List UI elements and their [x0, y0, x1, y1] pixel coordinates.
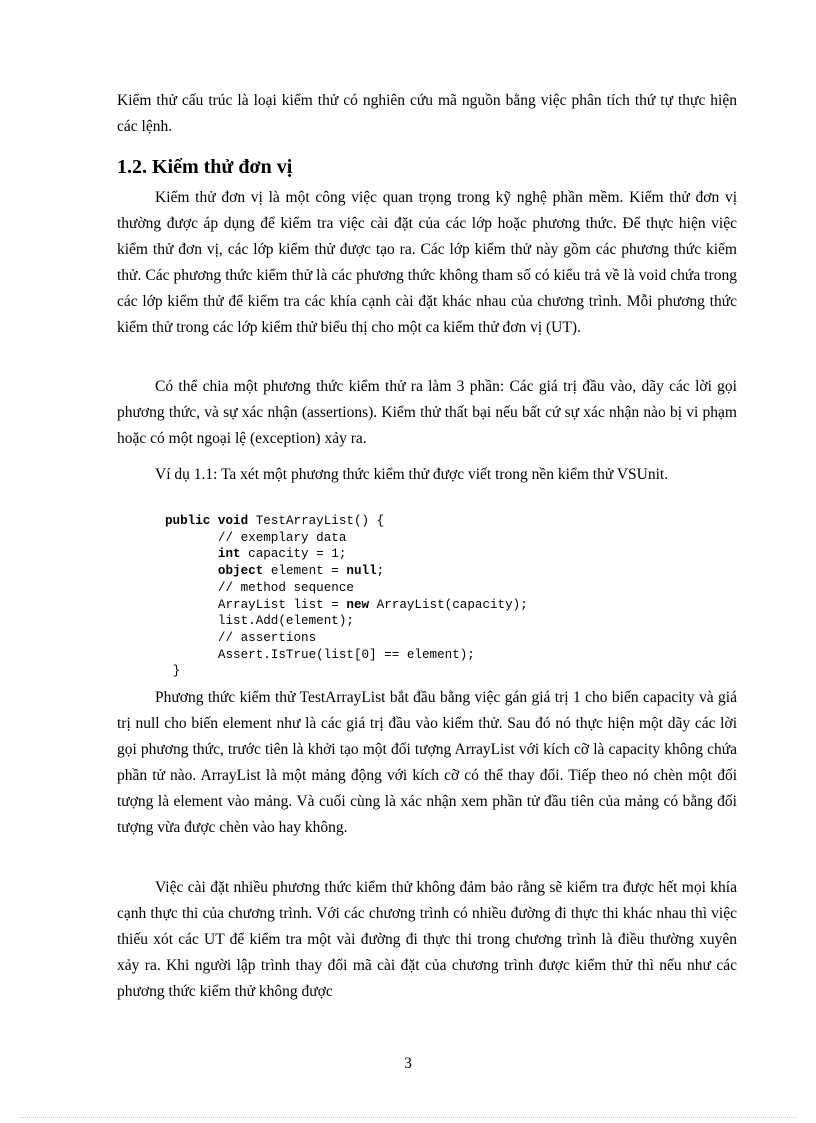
code-comment: // assertions	[217, 630, 317, 645]
paragraph-unit-testing: Kiểm thử đơn vị là một công việc quan trọng trong kỹ nghệ phần mềm. Kiểm thử đơn vị thường được áp dụng để kiểm tra việc cài đặt của các lớp hoặc phương thức. Để thực hiện việc kiểm thử đơn vị, các lớp kiểm thử được tạo ra. Các lớp kiểm thử này gồm các phương thức kiểm thử. Các phương thức kiểm thử là các phương thức không tham số có kiểu trả về là void chứa trong các lớp kiểm thử để kiểm tra các khía cạnh cài đặt khác nhau của chương trình. Mỗi phương thức kiểm thử trong các lớp kiểm thử biểu thị cho một ca kiểm thử đơn vị (UT).	[117, 189, 737, 336]
code-block	[165, 513, 528, 680]
paragraph-intro: Kiểm thử cấu trúc là loại kiểm thử có nghiên cứu mã nguồn bằng việc phân tích thứ tự thực hiện các lệnh.	[117, 92, 737, 135]
code-text: Assert.IsTrue(list[0] == element);	[217, 647, 475, 662]
code-text: ArrayList(capacity);	[376, 597, 528, 612]
code-comment: // method sequence	[217, 580, 354, 595]
paragraph-three-parts: Có thể chia một phương thức kiểm thử ra làm 3 phần: Các giá trị đầu vào, dãy các lời gọi phương thức, và sự xác nhận (assertions). Kiểm thử thất bại nếu bất cứ sự xác nhận nào bị vi phạm hoặc có một ngoại lệ (exception) xảy ra.	[117, 378, 737, 447]
code-keyword: null	[346, 564, 377, 579]
code-keyword: object	[217, 564, 264, 579]
paragraph-implementation: Việc cài đặt nhiều phương thức kiểm thử không đảm bảo rằng sẽ kiểm tra được hết mọi khía cạnh thực thi của chương trình. Với các chương trình có nhiều đường đi thực thi khác nhau thì việc thiếu xót các UT để kiểm tra một vài đường đi thực thi trong chương trình là điều thường xuyên xảy ra. Khi người lập trình thay đổi mã cài đặt của chương trình được kiểm thử thì nếu như các phương thức kiểm thử không được	[117, 879, 737, 1000]
code-text: element =	[270, 564, 339, 579]
code-keyword: public	[165, 514, 211, 528]
code-comment: // exemplary data	[217, 530, 347, 545]
code-text: }	[172, 664, 181, 679]
code-text: TestArrayList() {	[255, 514, 385, 528]
section-heading: 1.2. Kiểm thử đơn vị	[117, 156, 293, 178]
code-text: ArrayList list =	[217, 597, 339, 612]
code-keyword: void	[217, 514, 249, 528]
paragraph-example-intro: Ví dụ 1.1: Ta xét một phương thức kiểm thử được viết trong nền kiểm thử VSUnit.	[155, 466, 669, 483]
code-text: capacity = 1;	[248, 547, 347, 562]
page-bottom-divider	[20, 1117, 796, 1118]
page-number: 3	[404, 1055, 412, 1072]
code-text: ;	[376, 564, 385, 579]
code-text: list.Add(element);	[217, 614, 354, 629]
paragraph-description: Phương thức kiểm thử TestArrayList bắt đầu bằng việc gán giá trị 1 cho biến capacity và giá trị null cho biến element như là các giá trị đầu vào kiểm thử. Sau đó nó thực hiện một dãy các lời gọi phương thức, trước tiên là khởi tạo một đối tượng ArrayList với kích cỡ là capacity không chứa phần tử nào. ArrayList là một mảng động với kích cỡ có thể thay đổi. Tiếp theo nó chèn một đối tượng là element vào mảng. Và cuối cùng là xác nhận xem phần tử đầu tiên của mảng có bằng đối tượng vừa được chèn vào hay không.	[117, 689, 737, 836]
code-keyword: new	[346, 597, 370, 612]
code-keyword: int	[217, 547, 241, 562]
